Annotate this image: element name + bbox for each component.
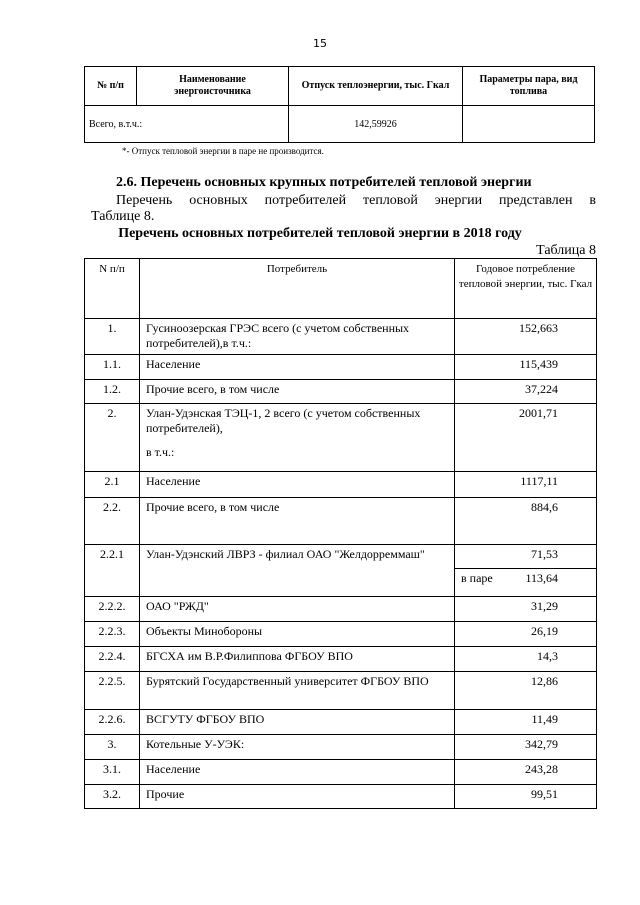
consumption-value: 71,53 <box>455 545 596 569</box>
consumer-name: Прочие всего, в том числе <box>140 380 455 404</box>
row-number: 2.2.4. <box>85 647 140 672</box>
row-number: 2.2.3. <box>85 622 140 647</box>
header-cell: Наименование энергоисточника <box>137 67 289 106</box>
table-row <box>85 472 597 498</box>
consumer-name-cell <box>140 404 455 472</box>
table-row <box>85 735 597 760</box>
table-row <box>85 672 597 710</box>
table-label: Таблица 8 <box>536 243 596 258</box>
consumption-value: 14,3 <box>455 647 597 672</box>
consumer-name: Население <box>140 472 455 498</box>
total-row <box>85 106 595 143</box>
row-number: 2.2. <box>85 498 140 545</box>
row-number: 2. <box>85 404 140 472</box>
row-number: 1. <box>85 319 140 355</box>
total-value: 142,59926 <box>289 106 463 143</box>
table-row <box>85 785 597 809</box>
row-number: 3.2. <box>85 785 140 809</box>
row-number: 1.2. <box>85 380 140 404</box>
consumption-value-cell <box>455 545 597 597</box>
table-row <box>85 498 597 545</box>
row-number: 2.2.2. <box>85 597 140 622</box>
steam-consumption <box>455 569 596 586</box>
row-number: 2.2.5. <box>85 672 140 710</box>
table-row <box>85 355 597 380</box>
row-number: 2.1 <box>85 472 140 498</box>
table-row <box>85 380 597 404</box>
consumption-value: 342,79 <box>455 735 597 760</box>
section-heading: 2.6. Перечень основных крупных потребителей тепловой энергии <box>116 175 532 190</box>
energy-source-table <box>84 66 595 143</box>
consumer-name: Бурятский Государственный университет ФГБОУ ВПО <box>140 672 455 710</box>
consumption-value: 26,19 <box>455 622 597 647</box>
consumer-name: Улан-Удэнский ЛВРЗ - филиал ОАО "Желдорреммаш" <box>140 545 455 597</box>
header-cell: N п/п <box>85 259 140 319</box>
row-number: 2.2.1 <box>85 545 140 597</box>
consumer-name: Гусиноозерская ГРЭС всего (с учетом собственных потребителей),в т.ч.: <box>140 319 455 355</box>
intro-text-line2: Таблице 8. <box>91 209 155 224</box>
consumer-name: Население <box>140 355 455 380</box>
table-header-row <box>85 67 595 106</box>
total-params <box>463 106 595 143</box>
table-row <box>85 319 597 355</box>
consumption-value: 243,28 <box>455 760 597 785</box>
consumption-value: 115,439 <box>455 355 597 380</box>
header-cell: Отпуск теплоэнергии, тыс. Гкал <box>289 67 463 106</box>
table-caption: Перечень основных потребителей тепловой энергии в 2018 году <box>118 226 522 241</box>
consumer-name: ОАО "РЖД" <box>140 597 455 622</box>
intro-text-line1: Перечень основных потребителей тепловой энергии представлен в <box>116 193 596 208</box>
page-number: 15 <box>313 37 327 50</box>
consumer-name: Прочие <box>140 785 455 809</box>
total-label: Всего, в.т.ч.: <box>85 106 289 143</box>
row-number: 3.1. <box>85 760 140 785</box>
consumers-table <box>84 258 597 809</box>
header-cell: Годовое потребление тепловой энергии, тыс. Гкал <box>455 259 597 319</box>
steam-label: в паре <box>461 571 493 585</box>
consumer-name: Котельные У-УЭК: <box>140 735 455 760</box>
footnote: *- Отпуск тепловой энергии в паре не производится. <box>122 146 324 156</box>
consumer-name: Объекты Минобороны <box>140 622 455 647</box>
table-row <box>85 760 597 785</box>
consumer-name: Улан-Удэнская ТЭЦ-1, 2 всего (с учетом собственных потребителей), <box>146 406 421 435</box>
table-row <box>85 545 597 597</box>
steam-value: 113,64 <box>525 571 558 585</box>
consumer-name: Прочие всего, в том числе <box>140 498 455 545</box>
consumer-name: Население <box>140 760 455 785</box>
consumption-value: 884,6 <box>455 498 597 545</box>
table-row <box>85 404 597 472</box>
consumption-value: 152,663 <box>455 319 597 355</box>
row-number: 2.2.6. <box>85 710 140 735</box>
header-cell: Параметры пара, вид топлива <box>463 67 595 106</box>
consumption-value: 31,29 <box>455 597 597 622</box>
consumption-value: 99,51 <box>455 785 597 809</box>
table-row <box>85 710 597 735</box>
consumption-value: 37,224 <box>455 380 597 404</box>
table-header-row <box>85 259 597 319</box>
consumer-name: ВСГУТУ ФГБОУ ВПО <box>140 710 455 735</box>
consumer-name-note: в т.ч.: <box>146 445 175 459</box>
header-cell: № п/п <box>85 67 137 106</box>
row-number: 3. <box>85 735 140 760</box>
consumer-name: БГСХА им В.Р.Филиппова ФГБОУ ВПО <box>140 647 455 672</box>
consumption-value: 1117,11 <box>455 472 597 498</box>
consumption-value: 2001,71 <box>455 404 597 472</box>
consumption-value: 11,49 <box>455 710 597 735</box>
table-row <box>85 597 597 622</box>
row-number: 1.1. <box>85 355 140 380</box>
header-cell: Потребитель <box>140 259 455 319</box>
table-row <box>85 622 597 647</box>
table-row <box>85 647 597 672</box>
consumption-value: 12,86 <box>455 672 597 710</box>
